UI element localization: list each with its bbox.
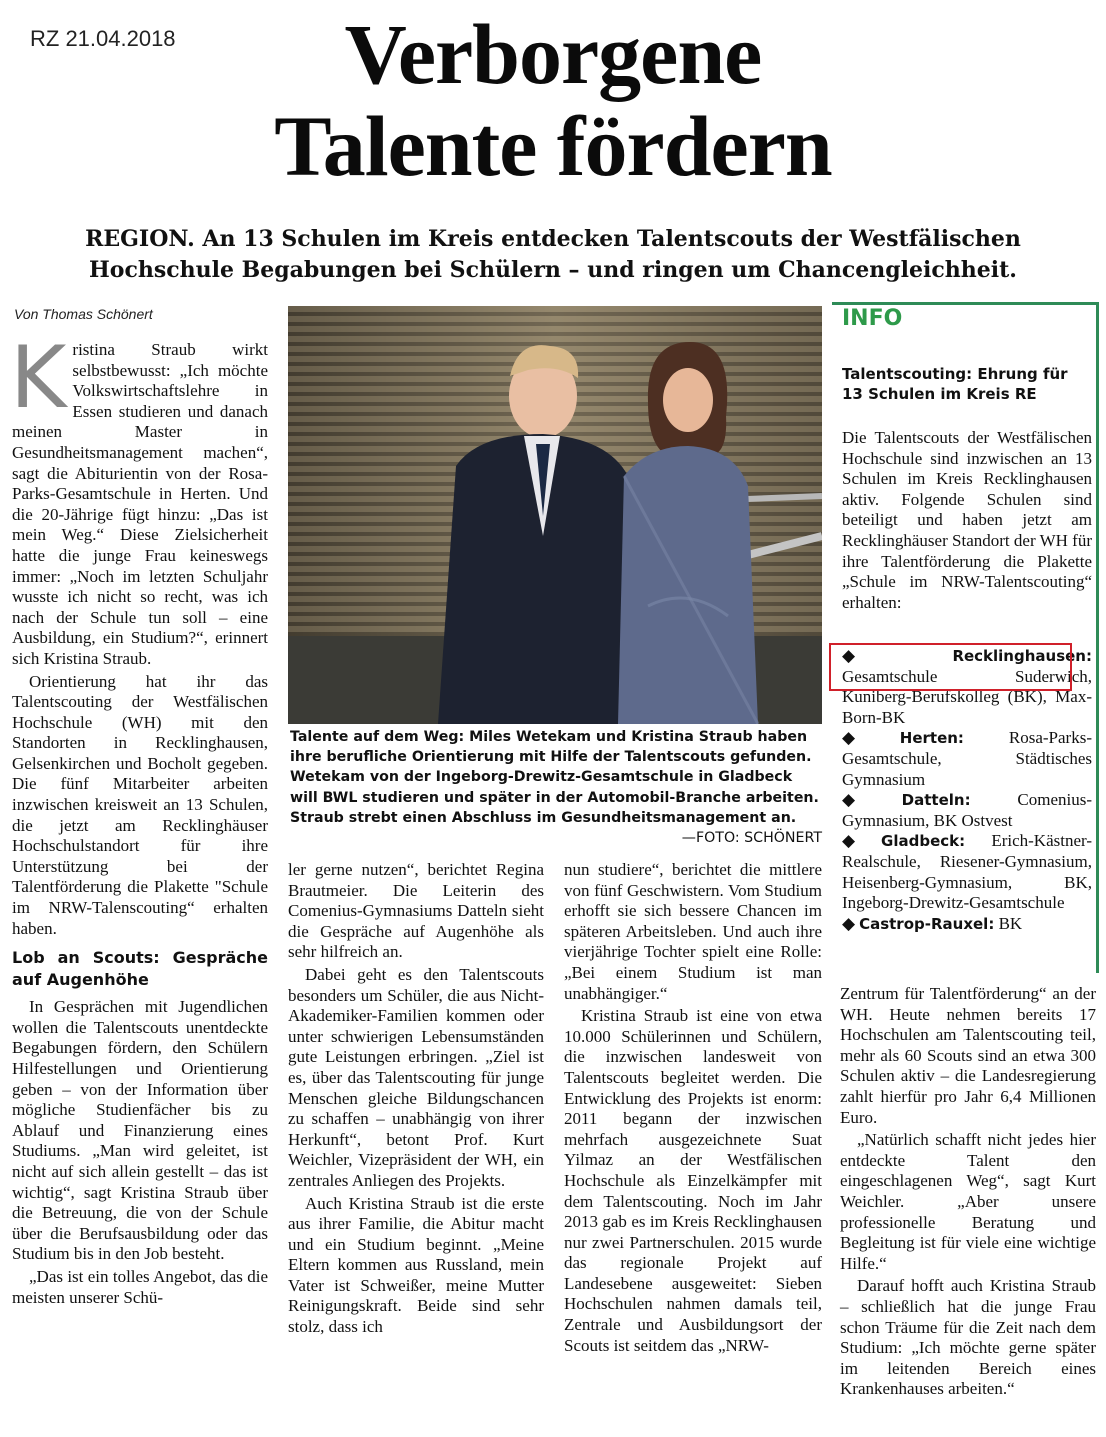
- list-item: [842, 831, 1092, 913]
- diamond-bullet-icon: ◆: [842, 913, 856, 933]
- highlight-box: [829, 643, 1072, 691]
- paragraph: Orientierung hat ihr das Talentscouting der Westfälischen Hochschule (WH) mit den Standorten in Recklinghausen, Gelsenkirchen und Bocholt gegeben. Die fünf Mitarbeiter arbeiten inzwischen kreisweit an 13 Schulen, die jetzt am Recklinghäuser Hochschulstandort für ihre Unterstützung bei der Talentförderung die Plakette "Schule im NRW-Talenscouting“ erhalten haben.: [12, 671, 268, 938]
- headline: [0, 8, 1106, 192]
- list-item: [842, 914, 1092, 935]
- byline: Von Thomas Schönert: [14, 306, 153, 322]
- subheadline: [0, 224, 1106, 286]
- caption-text: Talente auf dem Weg: Miles Wetekam und Kristina Straub haben ihre berufliche Orientierung mit Hilfe der Talentscouts gefunden. Wetekam von der Ingeborg-Drewitz-Gesamtschule in Gladbeck will BWL studieren und später in der Automobil-Branche arbeiten. Straub strebt einen Abschluss im Gesundheitsmanagement an.: [290, 729, 819, 826]
- paragraph: ler gerne nutzen“, berichtet Regina Brautmeier. Die Leiterin des Comenius-Gymnasiums Datteln sieht die Gespräche auf Augenhöhe als sehr hilfreich an.: [288, 860, 544, 962]
- city-name: Datteln:: [901, 791, 971, 810]
- article-column-4: [840, 984, 1096, 1402]
- paragraph: „Natürlich schafft nicht jedes hier entdeckte Talent den eingeschlagenen Weg“, sagt Kurt Weichler. „Aber unsere professionelle Beratung und Begleitung ist für viele eine wichtige Hilfe.“: [840, 1130, 1096, 1273]
- school-names: BK: [998, 913, 1023, 933]
- paragraph: Darauf hofft auch Kristina Straub – schließlich hat die junge Frau schon Träume für die Zeit nach dem Studium: „Ich möchte gerne später im leitenden Bereich eines Krankenhauses arbeiten.“: [840, 1276, 1096, 1399]
- photo-illustration: [288, 306, 822, 724]
- paragraph: In Gesprächen mit Jugendlichen wollen die Talentscouts unentdeckte Begabungen fördern, den Schülern Hilfestellungen und Orientierung geben – von der Information über mögliche Studienfächer bis zu Ablauf und Finanzierung eines Studiums. „Man wird geleitet, ist nicht auf sich allein gestellt – das ist wichtig“, sagt Kristina Straub über die Betreuung, die von der Schule über die Berufsausbildung oder das Studium bis in den Job besteht.: [12, 997, 268, 1264]
- paragraph: ristina Straub wirkt selbstbewusst: „Ich möchte Volkswirtschaftslehre in Essen studieren und danach meinen Master in Gesundheitsmanagement machen“, sagt die Abiturientin von der Rosa-Parks-Gesamtschule in Herten. Und die 20-Jährige fügt hinzu: „Das ist mein Weg.“ Diese Zielsicherheit hatte die junge Frau keineswegs immer: „Noch im letzten Schuljahr wusste ich nicht so recht, was ich nach der Schule tun soll – eine Ausbildung, ein Studium?“, erinnert sich Kristina Straub.: [12, 340, 268, 668]
- school-names: Erich-Kästner-Realschule, Riesener-Gymnasium, Heisenberg-Gymnasium, BK, Ingeborg-Drewitz-Gesamtschule: [842, 831, 1092, 913]
- school-names: Gesamtschule Suderwich, Kuniberg-Berufskolleg (BK), Max-Born-BK: [842, 666, 1092, 727]
- city-name: Gladbeck:: [881, 832, 966, 851]
- school-names: Rosa-Parks-Gesamtschule, Städtisches Gymnasium: [842, 728, 1092, 789]
- info-label: INFO: [842, 306, 903, 331]
- photo-caption: [290, 727, 822, 848]
- subheadline-line-2: Hochschule Begabungen bei Schülern – und ringen um Chancengleichheit.: [89, 257, 1017, 283]
- diamond-bullet-icon: ◆: [842, 831, 878, 851]
- paragraph: Auch Kristina Straub ist die erste aus ihrer Familie, die Abitur macht und ein Studium beginnt. „Meine Eltern kommen aus Russland, mein Vater ist Schweißer, meine Mutter Reinigungskraft. Beide sind sehr stolz, dass ich: [288, 1193, 544, 1337]
- article-column-2: [288, 860, 544, 1340]
- diamond-bullet-icon: ◆: [842, 790, 898, 810]
- diamond-bullet-icon: ◆: [842, 728, 896, 748]
- section-heading: Lob an Scouts: Gespräche auf Augenhöhe: [12, 948, 268, 990]
- city-name: Castrop-Rauxel:: [859, 914, 995, 933]
- diamond-bullet-icon: ◆: [842, 646, 949, 665]
- list-item: [842, 790, 1092, 831]
- photo-credit: —FOTO: SCHÖNERT: [681, 830, 822, 847]
- paragraph: nun studiere“, berichtet die mittlere von fünf Geschwistern. Vom Studium erhofft sie sich bessere Chancen im späteren Arbeitsleben. Und auch ihre vierjährige Tochter spielt eine Rolle: „Bei einem Studium ist man unabhängiger.“: [564, 860, 822, 1003]
- info-title: Talentscouting: Ehrung für 13 Schulen im Kreis RE: [842, 365, 1068, 403]
- city-name: Recklinghausen:: [952, 647, 1092, 665]
- article-photo: [288, 306, 822, 724]
- paragraph: „Das ist ein tolles Angebot, das die meisten unserer Schü-: [12, 1266, 268, 1307]
- school-names: Comenius-Gymnasium, BK Ostvest: [842, 790, 1092, 830]
- info-text: [842, 428, 1092, 615]
- drop-cap: K: [10, 328, 67, 428]
- info-paragraph: Die Talentscouts der Westfälischen Hochschule sind inzwischen an 13 Schulen im Kreis Recklinghausen aktiv. Folgende Schulen sind beteiligt und haben jetzt am Recklinghäuser Standort der WH für ihre Talentförderung die Plakette „Schule im NRW-Talentscouting“ erhalten:: [842, 428, 1092, 612]
- paragraph: Kristina Straub ist eine von etwa 10.000 Schülerinnen und Schülern, die inzwischen landesweit von Talentscouts begleitet werden. Die Entwicklung des Projekts ist enorm: 2011 begann der inzwischen mehrfach ausgezeichnete Suat Yilmaz an der Westfälischen Hochschule als Einzelkämpfer mit dem Talentscouting. Noch im Jahr 2013 gab es im Kreis Recklinghausen nur zwei Partnerschulen. 2015 wurde das regionale Projekt auf Landesebene ausgeweitet: Sieben Hochschulen nahmen damals teil, Zentrale und Ausbildungsort der Scouts ist seitdem das „NRW-: [564, 1006, 822, 1355]
- paragraph: Dabei geht es den Talentscouts besonders um Schüler, die aus Nicht-Akademiker-Familien kommen oder unter schwierigen Lebensumständen gute Leistungen erbringen. „Ziel ist es, über das Talentscouting für junge Menschen gleiche Bildungschancen zu schaffen – unabhängig von ihrer Herkunft“, betont Prof. Kurt Weichler, Vizepräsident der WH, ein zentrales Anliegen des Projekts.: [288, 964, 544, 1190]
- city-name: Herten:: [899, 729, 964, 748]
- headline-line-1: Verborgene: [344, 6, 762, 102]
- headline-line-2: Talente fördern: [274, 98, 832, 194]
- subheadline-line-1: REGION. An 13 Schulen im Kreis entdecken Talentscouts der Westfälischen: [85, 226, 1021, 252]
- paragraph: Zentrum für Talentförderung“ an der WH. Heute nehmen bereits 17 Hochschulen am Talentscouting teil, mehr als 60 Scouts sind an etwa 300 Schulen aktiv – die Landesregierung zahlt hierfür pro Jahr 6,4 Millionen Euro.: [840, 984, 1096, 1127]
- clipping-date: RZ 21.04.2018: [30, 26, 176, 51]
- list-item: [842, 728, 1092, 790]
- article-column-3: [564, 860, 822, 1358]
- article-column-1: [10, 328, 268, 1310]
